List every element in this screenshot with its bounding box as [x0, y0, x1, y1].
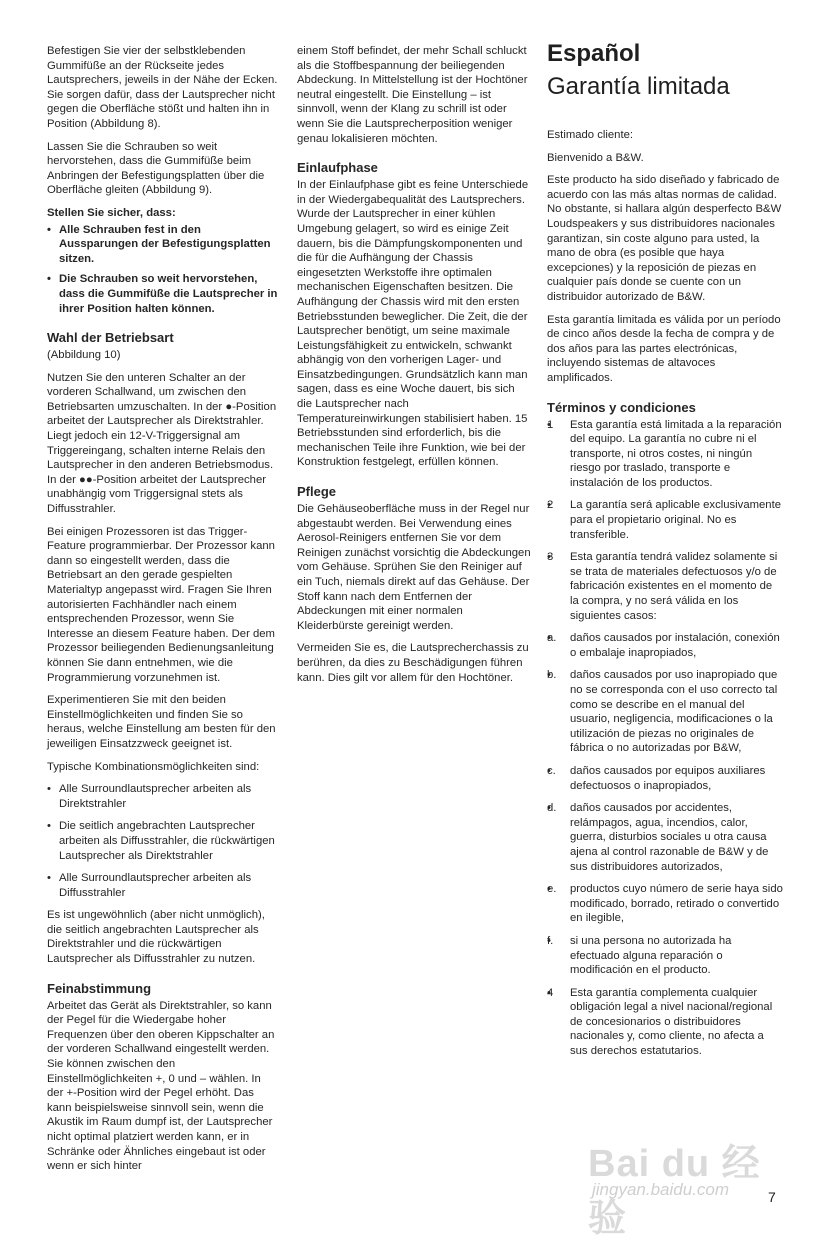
list-marker: • c. — [547, 764, 556, 777]
paragraph: Este producto ha sido diseñado y fabricado de acuerdo con las más altas normas de calidad. No obstante, si hallara algún desperfecto B&W Loudspeakers y sus distribuidores nacionales garantizan, sin coste alguno para usted, la mano de obra (es posible que haya excepciones) y la reposición de piezas en cualquier país donde se cuente con un distribuidor autorizado de B&W. — [547, 174, 782, 303]
figure-reference: (Abbildung 10) — [47, 349, 121, 362]
list-item — [547, 418, 783, 491]
list-marker: • b. — [547, 669, 557, 682]
list-item-text: La garantía será aplicable exclusivamente para el propietario original. No es transferible. — [570, 499, 782, 541]
paragraph: Typische Kombinationsmöglichkeiten sind: — [47, 760, 260, 773]
language-heading: Español — [547, 40, 641, 67]
paragraph: einem Stoff befindet, der mehr Schall schluckt als die Stoffbespannung der beiliegenden Abdeckung. In Mittelstellung ist der Hochtöner neutral eingestellt. Die Einstellung – ist sinnvoll, wenn der Klang zu schrill ist oder wenn Sie die Lautsprecherposition weniger genau lokalisieren möchten. — [297, 45, 528, 145]
section-heading-einlaufphase: Einlaufphase — [297, 160, 378, 176]
list-item — [547, 986, 783, 1059]
paragraph: Bei einigen Prozessoren ist das Trigger-Feature programmierbar. Der Prozessor kann dann so eingestellt werden, dass die Betriebsart an den gerade gespielten Materialtyp angepasst wird. Fragen Sie Ihren autorisierten Fachhändler nach einem entsprechenden Prozessor, wenn Sie Interesse an diesem Feature haben. Der dem Prozessor beiliegenden Bedienungsanleitung können Sie dann entnehmen, wie die Programmierung vorzunehmen ist. — [47, 525, 275, 684]
section-heading-feinabstimmung: Feinabstimmung — [47, 980, 152, 996]
list-item: • Die Schrauben so weit hervorstehen, dass die Gummifüße die Lautsprecher in ihrer Position halten können. — [47, 272, 279, 316]
list-marker: • 3 — [547, 551, 554, 564]
list-item — [547, 882, 783, 926]
list-item-text: Esta garantía está limitada a la reparación del equipo. La garantía no cubre ni el transporte, ni otros costes, ni ningún riesgo por traslado, transporte e instalación de los productos. — [570, 418, 782, 489]
combination-list — [47, 782, 279, 900]
list-item-text: daños causados por equipos auxiliares defectuosos o inapropiados, — [570, 764, 766, 792]
paragraph: Nutzen Sie den unteren Schalter an der vorderen Schallwand, um zwischen den Betriebsarten umzuschalten. In der ●-Position arbeitet der Lautsprecher als Direktstrahler. Liegt jedoch ein 12-V-Triggersignal am Triggereingang, schalten interne Relais den Lautsprecher in den anderen Betriebsmodus. In der ●●-Position arbeitet der Lautsprecher unabhängig vom Triggersignal stets als Diffusstrahler. — [47, 371, 277, 516]
paragraph: Lassen Sie die Schrauben so weit hervorstehen, dass die Gummifüße beim Anbringen der Befestigungsplatten über die Oberfläche gleiten (Abbildung 9). — [47, 140, 265, 197]
paragraph: Esta garantía limitada es válida por un período de cinco años desde la fecha de compra y de dos años para las partes electrónicas, incluyendo sistemas de altavoces amplificados. — [547, 313, 781, 384]
list-item — [547, 668, 783, 756]
paragraph: Arbeitet das Gerät als Direktstrahler, so kann der Pegel für die Wiedergabe hoher Frequenzen über den oberen Kippschalter an der vorderen Schallwand eingestellt werden. Sie können zwischen den Einstellmöglichkeiten +, 0 und – wählen. In der +-Position wird der Pegel erhöht. Das kann beispielsweise sinnvoll sein, wenn die Akustik im Raum dumpf ist, der Lautsprecher nicht optimal platziert werden kann, er in Schränke oder Ähnliches eingebaut ist oder wenn er sich hinter — [47, 999, 275, 1173]
list-marker: • 4 — [547, 986, 554, 999]
list-item — [547, 498, 783, 542]
paragraph: Vermeiden Sie es, die Lautsprecherchassis zu berühren, da dies zu Beschädigungen führen kann. Dies gilt vor allem für den Hochtöner. — [297, 642, 529, 684]
list-item-text: productos cuyo número de serie haya sido modificado, borrado, retirado o convertido en ilegible, — [570, 883, 783, 925]
list-marker: • e. — [547, 883, 557, 896]
paragraph: In der Einlaufphase gibt es feine Unterschiede in der Wiedergabequalität des Lautsprechers. Wurde der Lautsprecher in einer kühlen Umgebung gelagert, so wird es einige Zeit dauern, bis die Dämpfungskomponenten und die für die Aufhängung der Chassis eingesetzten Werkstoffe ihre optimalen mechanischen Eigenschaften besitzen. Die Aufhängung der Chassis wird mit den ersten Betriebsstunden beweglicher. Die Zeit, die der Lautsprecher benötigt, um seine maximale Leistungsfähigkeit zu entwickeln, schwankt abhängig von den vorherigen Lager- und Einsatzbedingungen. Grundsätzlich kann man sagen, dass es eine Woche dauert, bis sich die Lautsprecher nach Temperatureinwirkungen stabilisiert haben. 15 Betriebsstunden sind erforderlich, bis die mechanischen Teile ihre Funktion, wie bei der Konstruktion festgelegt, erfüllen können. — [297, 179, 529, 469]
column-spanish — [547, 40, 783, 1067]
baidu-watermark — [588, 1132, 778, 1240]
salutation: Estimado cliente: — [547, 129, 634, 141]
paragraph: Es ist ungewöhnlich (aber nicht unmöglich), die seitlich angebrachten Lautsprecher als Direktstrahler und die rückwärtigen Lautsprecher als Diffusstrahler zu nutzen. — [47, 909, 265, 966]
column-german-middle — [297, 44, 531, 693]
paragraph: Befestigen Sie vier der selbstklebenden Gummifüße an der Rückseite jedes Lautsprechers, jeweils in der Nähe der Ecken. Sie sorgen dafür, dass der Lautsprecher nicht gegen die Oberfläche stößt und halten ihn in Position (Abbildung 8). — [47, 45, 278, 130]
terms-list — [547, 418, 783, 1059]
list-item-text: Esta garantía complementa cualquier obligación legal a nivel nacional/regional de concesionarios o distribuidores nacionales y, como cliente, no afecta a sus derechos estatutarios. — [570, 986, 773, 1058]
list-marker: • d. — [547, 802, 557, 815]
list-item: • Alle Surroundlautsprecher arbeiten als Direktstrahler — [47, 782, 279, 811]
page-number: 7 — [768, 1189, 776, 1205]
list-marker: • a. — [547, 632, 557, 645]
section-heading-betriebsart: Wahl der Betriebsart — [47, 330, 174, 346]
list-item: • Die seitlich angebrachten Lautsprecher arbeiten als Diffusstrahler, die rückwärtigen Lautsprecher als Direktstrahler — [47, 819, 279, 863]
list-item — [547, 550, 783, 623]
list-item-text: daños causados por uso inapropiado que no se corresponda con el uso correcto tal como se describe en el manual del usuario, negligencia, modificaciones o la utilización de piezas no originales de fábrica o no autorizadas por B&W, — [570, 669, 778, 755]
column-german-left — [47, 44, 279, 1182]
list-marker: • 2 — [547, 499, 554, 512]
list-marker: • 1 — [547, 418, 554, 431]
paragraph: Experimentieren Sie mit den beiden Einstellmöglichkeiten und finden Sie so heraus, welche Einstellung am besten für den jeweiligen Einsatzzweck geeignet ist. — [47, 694, 276, 750]
watermark-url: jingyan.baidu.com — [592, 1180, 730, 1199]
list-item — [547, 631, 783, 660]
list-item: • Alle Surroundlautsprecher arbeiten als Diffusstrahler — [47, 871, 279, 900]
list-item-text: daños causados por instalación, conexión o embalaje inapropiados, — [570, 632, 780, 659]
list-item — [547, 764, 783, 793]
list-item-text: Esta garantía tendrá validez solamente si se trata de materiales defectuosos y/o de fabricación existentes en el momento de la compra, y no será válida en los siguientes casos: — [570, 551, 778, 622]
list-item-text: daños causados por accidentes, relámpagos, agua, incendios, calor, guerra, disturbios sociales u otra causa ajena al control razonable de B&W y de sus distribuidores autorizados, — [570, 802, 769, 873]
list-item-text: si una persona no autorizada ha efectuado alguna reparación o modificación en el producto. — [570, 934, 732, 977]
page-title: Garantía limitada — [547, 73, 730, 100]
section-heading-pflege: Pflege — [297, 484, 337, 500]
list-item — [547, 801, 783, 874]
watermark-brand: Bai du 经验 — [588, 1143, 761, 1240]
welcome: Bienvenido a B&W. — [547, 151, 644, 164]
list-item: • Alle Schrauben fest in den Aussparungen der Befestigungsplatten sitzen. — [47, 223, 279, 267]
paragraph: Die Gehäuseoberfläche muss in der Regel nur abgestaubt werden. Bei Verwendung eines Aerosol-Reinigers entfernen Sie vor dem Reinigen zunächst vorsichtig die Abdeckungen vom Gehäuse. Sprühen Sie den Reiniger auf ein Tuch, niemals direkt auf das Gehäuse. Der Stoff kann nach dem Entfernen der Abdeckungen mit einer normalen Kleiderbürste gereinigt werden. — [297, 503, 531, 632]
check-heading: Stellen Sie sicher, dass: — [47, 206, 176, 219]
list-marker: • f. — [547, 934, 554, 947]
check-list — [47, 223, 279, 317]
section-heading-terminos: Términos y condiciones — [547, 399, 696, 415]
list-item — [547, 934, 783, 978]
